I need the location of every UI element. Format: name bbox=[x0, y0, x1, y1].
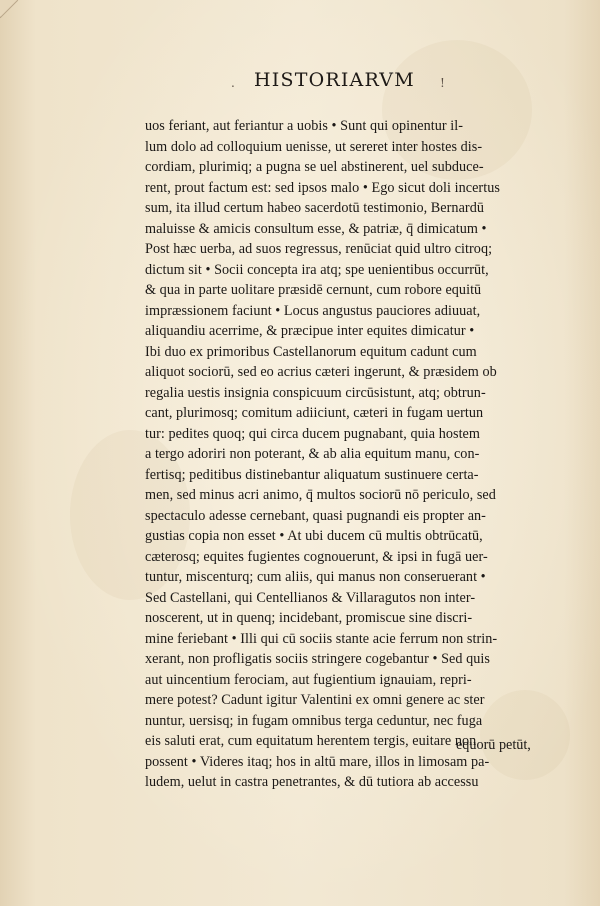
page-corner-fold bbox=[0, 0, 18, 18]
header-right-mark: ! bbox=[440, 76, 445, 90]
text-line: possent • Videres itaq; hos in altū mare, illos in limosam pa- bbox=[145, 753, 490, 770]
text-line: Ibi duo ex primoribus Castellanorum equitum cadunt cum bbox=[145, 343, 477, 360]
text-line: fertisq; peditibus distinebantur aliquatum sustinuere certa- bbox=[145, 466, 479, 483]
text-line: rent, prout factum est: sed ipsos malo • Ego sicut doli incertus bbox=[145, 179, 500, 196]
main-text bbox=[145, 116, 527, 793]
text-line: & qua in parte uolitare præsidē cernunt, cum robore equitū bbox=[145, 282, 482, 298]
text-line: mere potest? Cadunt igitur Valentini ex omni genere ac ster bbox=[145, 692, 485, 708]
text-line: cæterosq; equites fugientes cognouerunt, & ipsi in fugā uer- bbox=[145, 548, 488, 565]
catchword: equorū petūt, bbox=[456, 737, 531, 753]
text-line: Sed Castellani, qui Centellianos & Villaragutos non inter- bbox=[145, 589, 476, 606]
text-line: tuntur, miscenturq; cum aliis, qui manus non conseruerant • bbox=[145, 569, 486, 585]
text-line: aliquot sociorū, sed eo acrius cæteri ingerunt, & præsidem ob bbox=[145, 364, 497, 380]
text-line: tur: pedites quoq; qui circa ducem pugnabant, quia hostem bbox=[145, 425, 480, 442]
text-line: aliquandiu acerrime, & præcipue inter equites dimicatur • bbox=[145, 323, 475, 339]
text-line: xerant, non profligatis sociis stringere cogebantur • Sed quis bbox=[145, 651, 490, 667]
text-line: regalia uestis insignia conspicuum circūsistunt, atq; obtrun- bbox=[145, 384, 486, 401]
text-line: impræssionem faciunt • Locus angustus pauciores adiuuat, bbox=[145, 302, 481, 319]
text-line: a tergo adoriri non poterant, & ab alia equitum manu, con- bbox=[145, 446, 480, 462]
text-line: gustias copia non esset • At ubi ducem cū multis obtrūcatū, bbox=[145, 528, 483, 544]
running-header: HISTORIARVM bbox=[254, 69, 415, 91]
text-line: cordiam, plurimiq; a pugna se uel abstinerent, uel subduce- bbox=[145, 159, 484, 175]
header-left-mark: . bbox=[231, 76, 235, 90]
text-line: eis saluti erat, cum equitatum herentem tergis, euitare non bbox=[145, 733, 477, 749]
text-line: sum, ita illud certum habeo sacerdotū testimonio, Bernardū bbox=[145, 200, 484, 216]
text-line: mine feriebant • Illi qui cū sociis stante acie ferrum non strin- bbox=[145, 630, 498, 647]
text-line: maluisse & amicis consultum esse, & patriæ, q̄ dimicatum • bbox=[145, 220, 487, 237]
text-line: cant, plurimosq; comitum adiiciunt, cæteri in fugam uertun bbox=[145, 405, 484, 421]
text-line: men, sed minus acri animo, q̄ multos sociorū nō periculo, sed bbox=[145, 487, 496, 503]
text-line: lum dolo ad colloquium uenisse, ut sereret inter hostes dis- bbox=[145, 138, 483, 155]
text-line: noscerent, ut in quenq; incidebant, promiscue sine discri- bbox=[145, 610, 473, 626]
text-line: dictum sit • Socii concepta ira atq; spe uenientibus occurrūt, bbox=[145, 261, 489, 278]
text-line: Post hæc uerba, ad suos regressus, renūciat quid ultro citroq; bbox=[145, 241, 493, 257]
text-line: ludem, uelut in castra penetrantes, & dū tutiora ab accessu bbox=[145, 774, 479, 790]
text-line: uos feriant, aut feriantur a uobis • Sunt qui opinentur il- bbox=[145, 118, 464, 134]
text-line: aut uincentium ferociam, aut fugientium ignauiam, repri- bbox=[145, 671, 472, 688]
text-line: nuntur, uersisq; in fugam omnibus terga ceduntur, nec fuga bbox=[145, 712, 483, 729]
text-line: spectaculo adesse cernebant, quasi pugnandi eis propter an- bbox=[145, 507, 486, 524]
